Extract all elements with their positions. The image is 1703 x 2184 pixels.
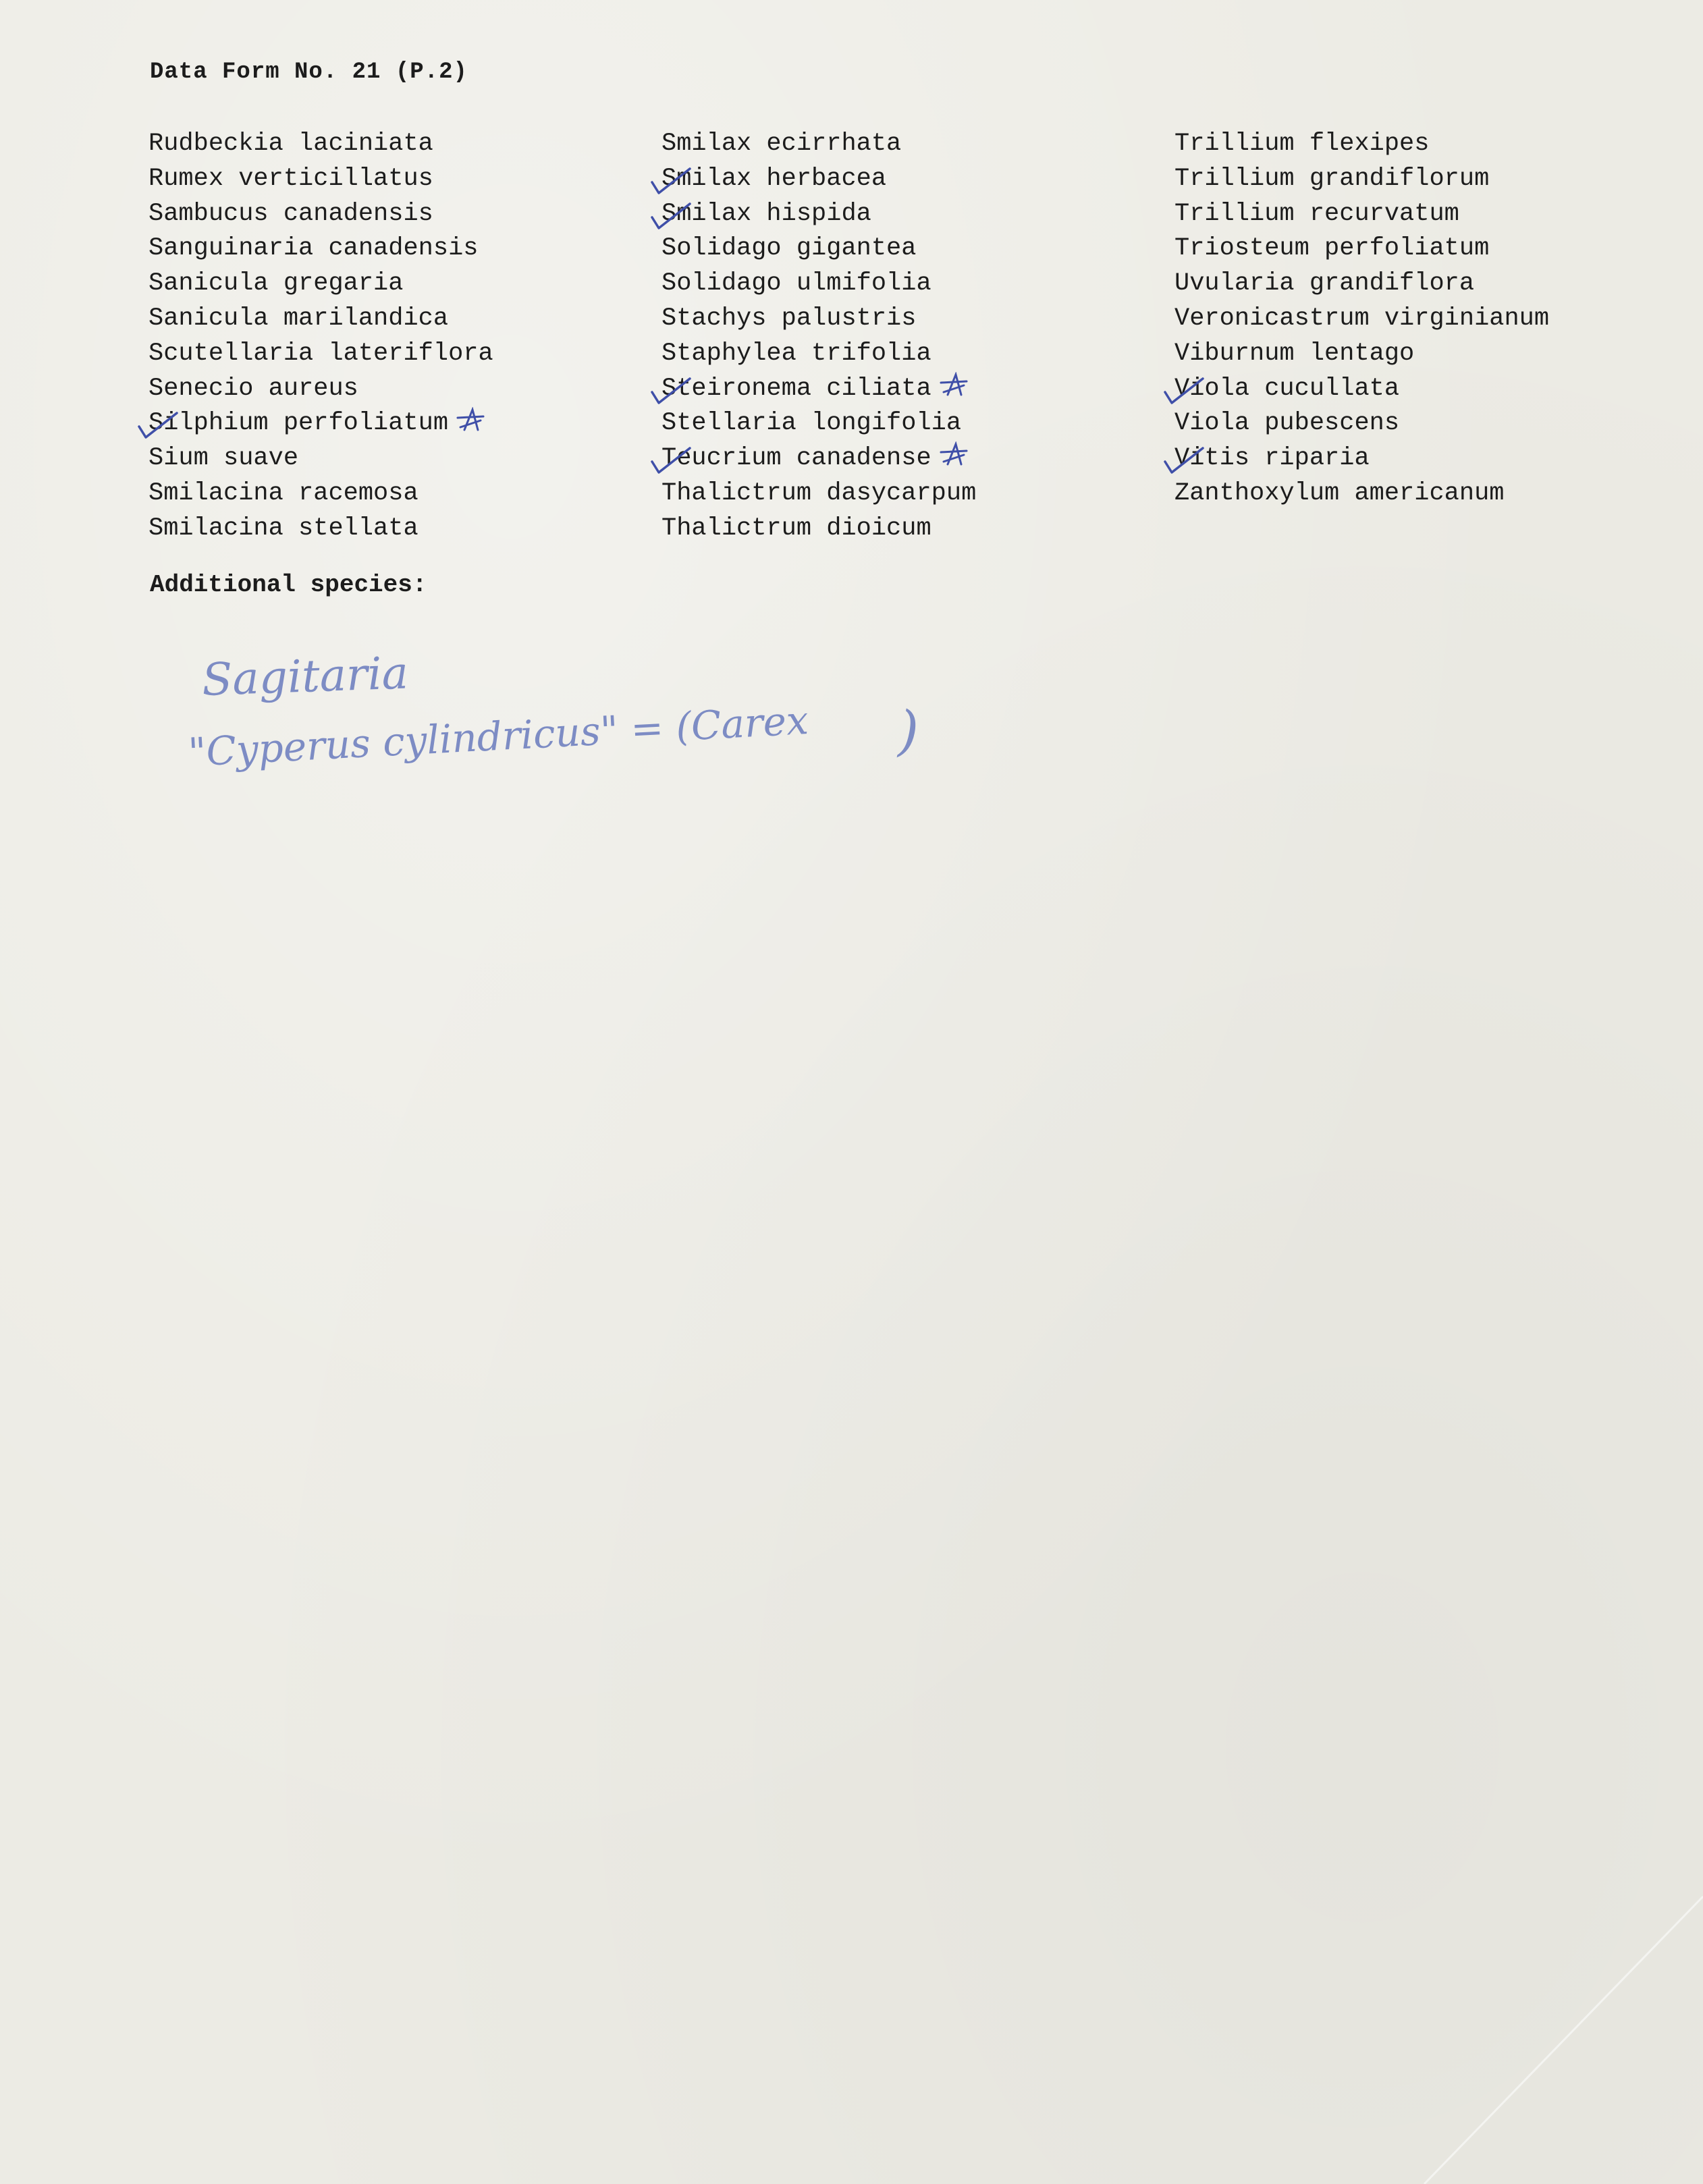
species-item <box>148 302 493 337</box>
species-name: Smilax ecirrhata <box>661 130 902 158</box>
species-name: Solidago ulmifolia <box>661 269 931 298</box>
check-mark-icon <box>651 165 698 196</box>
form-title: Data Form No. 21 (P.2) <box>150 59 468 85</box>
species-item <box>148 231 493 267</box>
species-item <box>148 127 493 162</box>
species-name: Sanicula marilandica <box>148 304 449 333</box>
species-item <box>1174 127 1549 162</box>
species-name: Rudbeckia laciniata <box>148 130 433 158</box>
species-item <box>661 441 976 476</box>
species-item <box>661 267 976 302</box>
species-column-3 <box>1174 127 1549 512</box>
species-name: Sambucus canadensis <box>148 199 433 228</box>
species-name: Zanthoxylum americanum <box>1174 479 1505 508</box>
species-name: Sium suave <box>148 444 299 473</box>
species-item <box>661 512 976 547</box>
species-item <box>661 231 976 267</box>
species-column-2 <box>661 127 976 547</box>
species-name: Thalictrum dasycarpum <box>661 479 977 508</box>
species-item <box>148 267 493 302</box>
species-item <box>1174 302 1549 337</box>
species-name: Thalictrum dioicum <box>661 514 931 543</box>
check-mark-icon <box>138 409 185 440</box>
species-name: Trillium grandiflorum <box>1174 164 1490 193</box>
species-name: Senecio aureus <box>148 374 358 403</box>
check-mark-icon <box>1164 375 1211 406</box>
species-item <box>1174 267 1549 302</box>
star-mark-icon <box>938 372 969 399</box>
species-item <box>148 512 493 547</box>
species-name: Uvularia grandiflora <box>1174 269 1475 298</box>
species-item <box>148 441 493 476</box>
species-column-1 <box>148 127 493 547</box>
species-item <box>661 337 976 372</box>
species-name: Triosteum perfoliatum <box>1174 234 1490 263</box>
species-item <box>1174 197 1549 232</box>
species-item <box>1174 372 1549 407</box>
species-name: Solidago gigantea <box>661 234 917 263</box>
species-name: Smilax hispida <box>661 199 871 228</box>
species-item <box>661 302 976 337</box>
species-item <box>1174 406 1549 441</box>
handwritten-notes <box>189 648 965 823</box>
species-item <box>661 476 976 512</box>
species-name: Trillium recurvatum <box>1174 199 1459 228</box>
species-name: Scutellaria lateriflora <box>148 339 493 368</box>
species-name: Smilacina stellata <box>148 514 418 543</box>
species-item <box>661 406 976 441</box>
check-mark-icon <box>651 444 698 475</box>
species-item <box>1174 231 1549 267</box>
species-item <box>148 197 493 232</box>
species-item <box>1174 162 1549 197</box>
handwritten-line: ) <box>898 699 919 762</box>
check-mark-icon <box>1164 444 1211 475</box>
species-name: Stachys palustris <box>661 304 917 333</box>
check-mark-icon <box>651 375 698 406</box>
species-item <box>1174 476 1549 512</box>
species-name: Smilacina racemosa <box>148 479 418 508</box>
species-name: Staphylea trifolia <box>661 339 931 368</box>
species-item <box>148 337 493 372</box>
star-mark-icon <box>938 441 969 468</box>
species-item <box>661 197 976 232</box>
species-item <box>148 372 493 407</box>
species-item <box>661 162 976 197</box>
species-name: Viola cucullata <box>1174 374 1400 403</box>
species-name: Viburnum lentago <box>1174 339 1415 368</box>
species-item <box>148 406 493 441</box>
species-name: Vitis riparia <box>1174 444 1370 473</box>
handwritten-line: "Cyperus cylindricus" = (Carex <box>187 697 810 775</box>
species-name: Stellaria longifolia <box>661 409 962 438</box>
species-name: Steironema ciliata <box>661 374 931 403</box>
species-name: Rumex verticillatus <box>148 164 433 193</box>
species-item <box>1174 441 1549 476</box>
species-name: Sanicula gregaria <box>148 269 404 298</box>
species-name: Silphium perfoliatum <box>148 409 449 438</box>
check-mark-icon <box>651 200 698 231</box>
species-name: Sanguinaria canadensis <box>148 234 479 263</box>
species-item <box>148 476 493 512</box>
species-name: Smilax herbacea <box>661 164 887 193</box>
species-item <box>148 162 493 197</box>
species-item <box>661 127 976 162</box>
handwritten-line: Sagitaria <box>200 647 410 706</box>
species-item <box>1174 337 1549 372</box>
additional-species-label: Additional species: <box>150 571 427 599</box>
species-name: Viola pubescens <box>1174 409 1400 438</box>
species-name: Veronicastrum virginianum <box>1174 304 1550 333</box>
species-name: Trillium flexipes <box>1174 130 1430 158</box>
species-item <box>661 372 976 407</box>
star-mark-icon <box>455 407 486 434</box>
species-name: Teucrium canadense <box>661 444 931 473</box>
